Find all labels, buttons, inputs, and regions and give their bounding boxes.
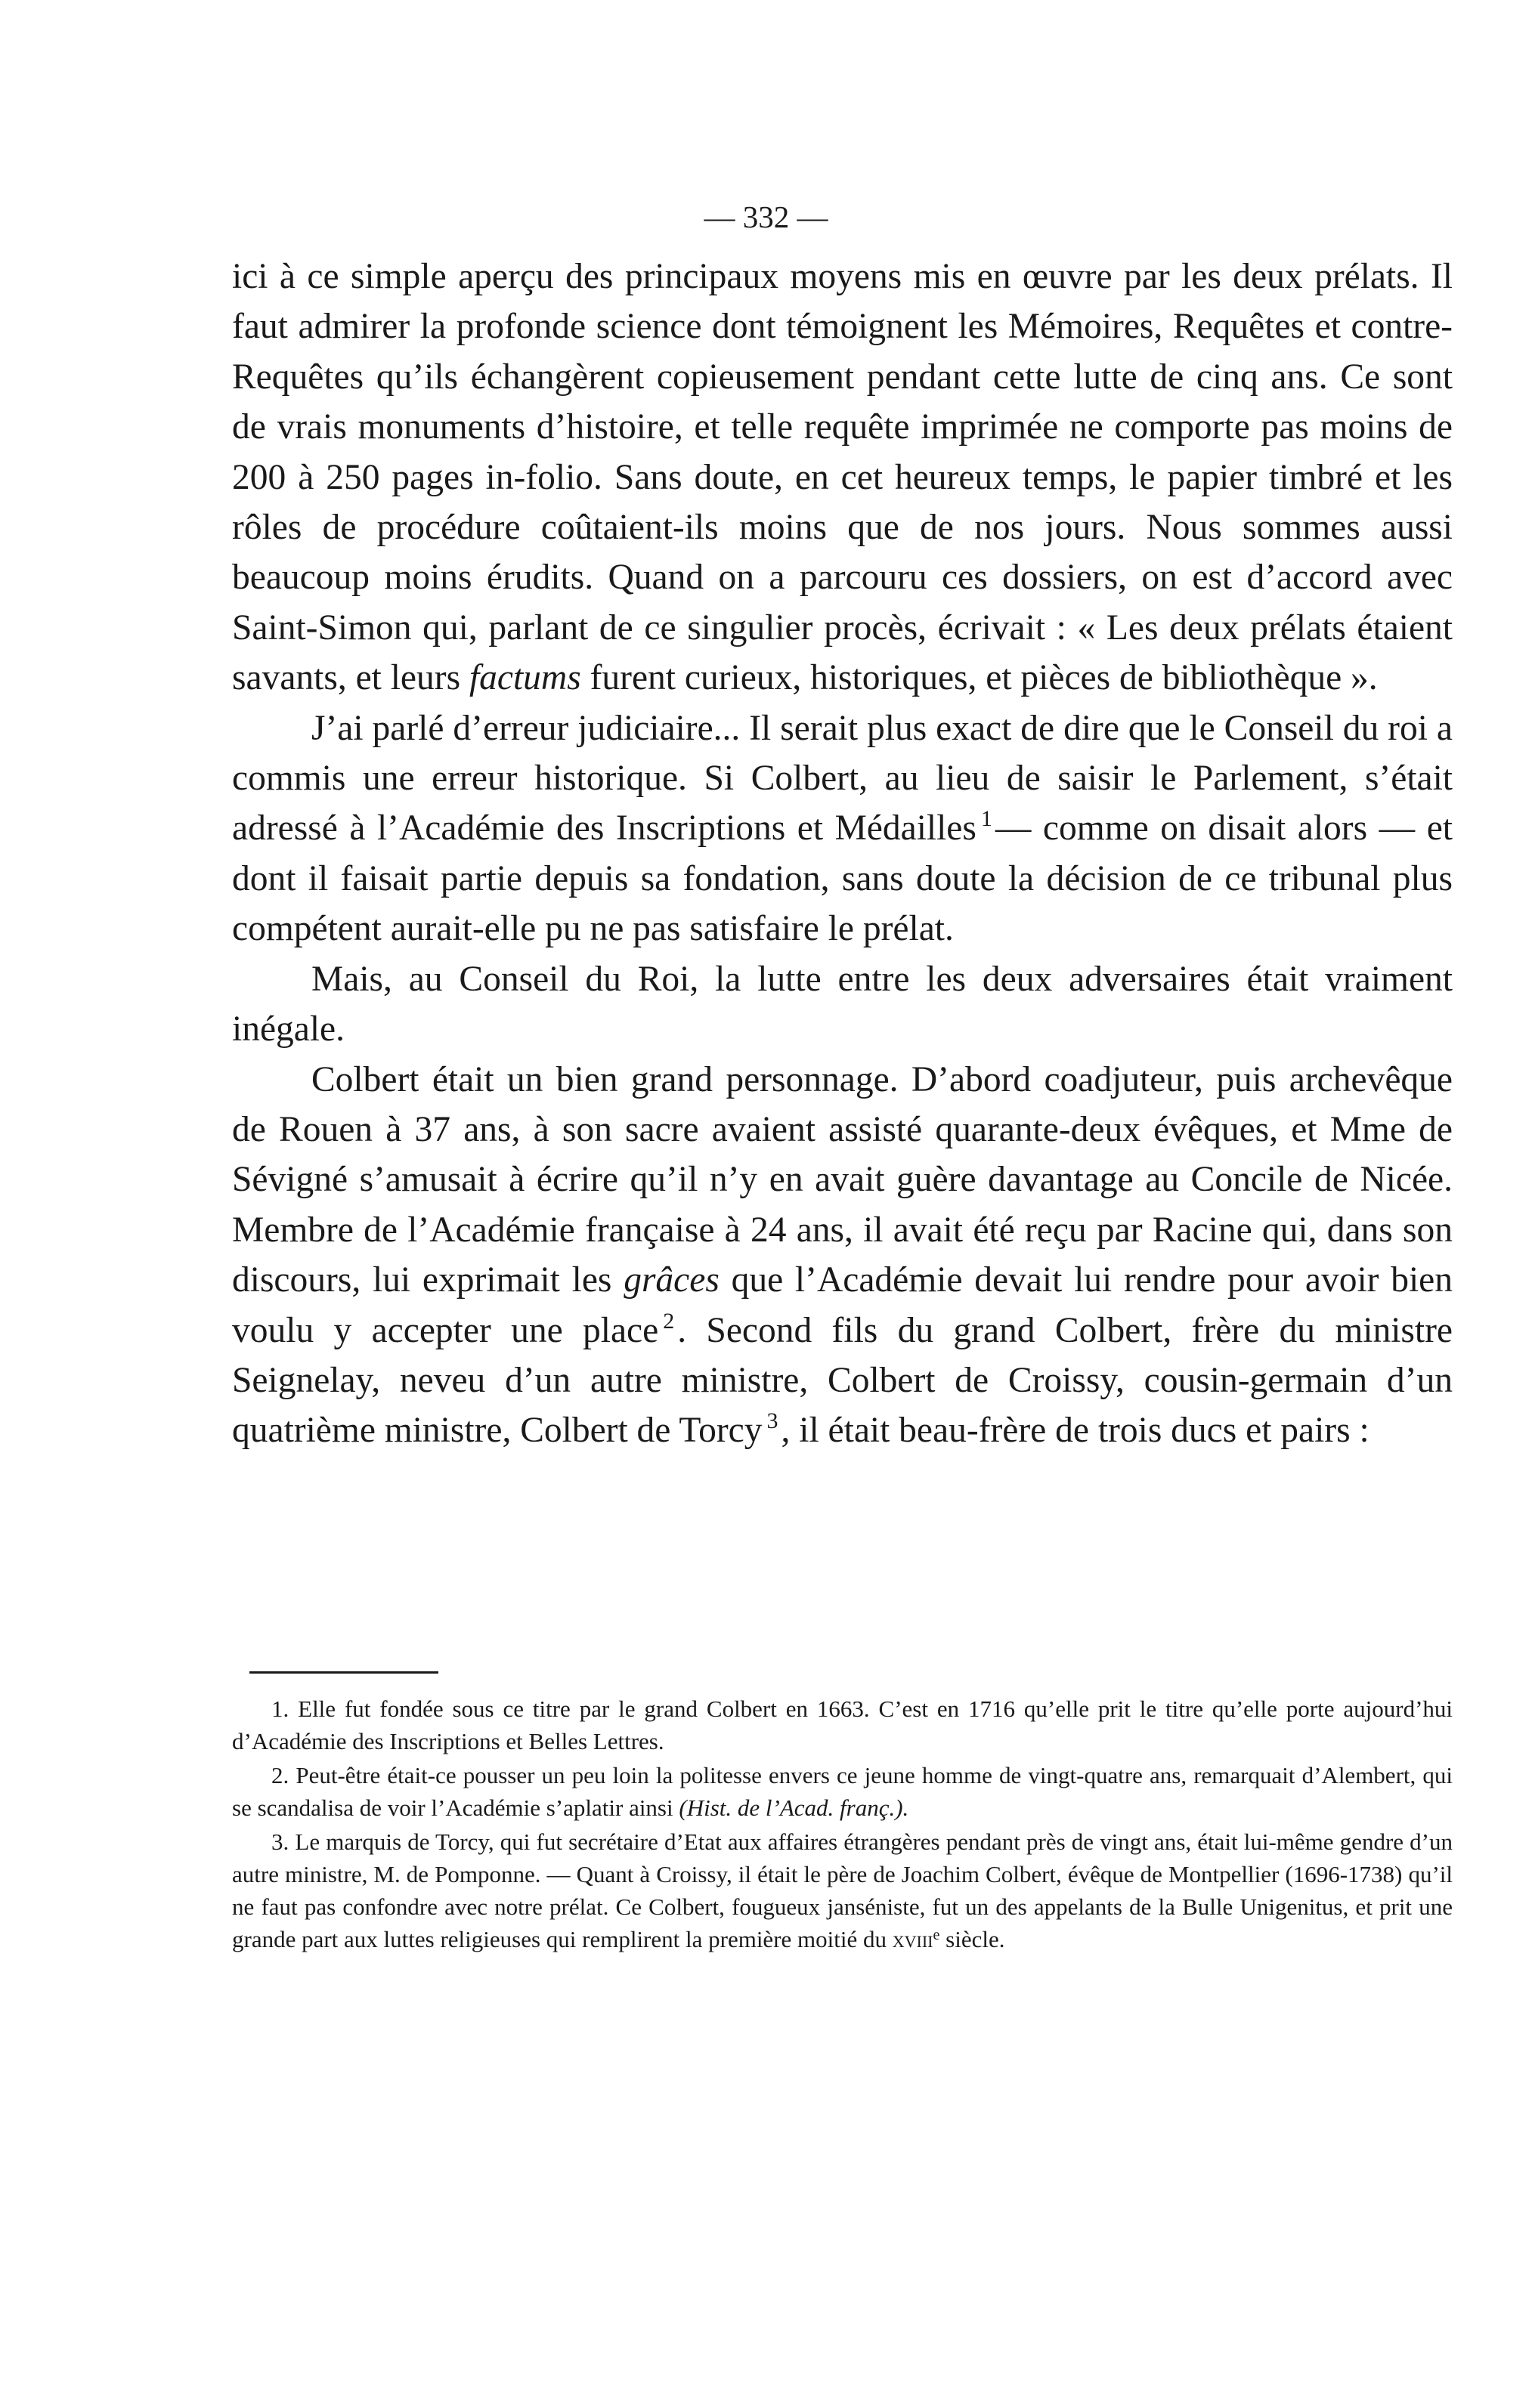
footnote-divider — [249, 1671, 438, 1674]
paragraph-2 — [232, 703, 1453, 954]
paragraph-2-text: J’ai parlé d’erreur judiciaire... Il serait plus exact de dire que le Conseil du roi a commis une erreur historique. Si Colbert, au lieu de saisir le Parlement, s’était adressé à l’Académie des Inscriptions et Médailles — [232, 708, 1453, 849]
footnote-1-text: 1. Elle fut fondée sous ce titre par le grand Colbert en 1663. C’est en 1716 qu’elle prit le titre qu’elle porte aujourd’hui d’Académie des Inscriptions et Belles Lettres. — [232, 1695, 1453, 1754]
paragraph-4-text: Colbert était un bien grand personnage. D’abord coadjuteur, puis archevêque de Rouen à 37 ans, à son sacre avaient assisté quarante-deux évêques, et Mme de Sévigné s’amusait à écrire qu’il n’y en avait guère davantage au Concile de Nicée. Membre de l’Académie française à 24 ans, il avait été reçu par Racine qui, dans son discours, lui exprimait les — [232, 1059, 1453, 1300]
page-number: — 332 — — [704, 199, 828, 234]
footnote-3 — [232, 1825, 1453, 1955]
footnote-ref-2: 2 — [663, 1308, 675, 1334]
footnote-ref-1: 1 — [980, 806, 992, 832]
footnote-3-century: xviii — [892, 1926, 933, 1952]
footnotes — [232, 1692, 1453, 1955]
footnote-2-text: 2. Peut-être était-ce pousser un peu loin la politesse envers ce jeune homme de vingt-quatre ans, remarquait d’Alembert, qui se scandalisa de voir l’Académie s’aplatir ainsi — [232, 1762, 1453, 1821]
footnote-2 — [232, 1759, 1453, 1824]
paragraph-4-end: , il était beau-frère de trois ducs et pairs : — [781, 1411, 1370, 1451]
footnote-3-text: 3. Le marquis de Torcy, qui fut secrétaire d’Etat aux affaires étrangères pendant près de vingt ans, était lui-même gendre d’un autre ministre, M. de Pomponne. — Quant à Croissy, il était le père de Joachim Colbert, évêque de Montpellier (1696-1738) qu’il ne faut pas confondre avec notre prélat. Ce Colbert, fougueux janséniste, fut un des appelants de la Bulle Unigenitus, et prit une grande part aux luttes religieuses qui remplirent la première moitié du — [232, 1828, 1453, 1952]
paragraph-3-text: Mais, au Conseil du Roi, la lutte entre les deux adversaires était vraiment inégale. — [232, 959, 1453, 1049]
paragraph-2-end: — comme on disait alors — et dont il faisait partie depuis sa fondation, sans doute la décision de ce tribunal plus compétent aurait-elle pu ne pas satisfaire le prélat. — [232, 808, 1453, 949]
footnote-1 — [232, 1692, 1453, 1757]
paragraph-4-italic: grâces — [624, 1260, 720, 1300]
paragraph-1 — [232, 252, 1453, 703]
paragraph-3 — [232, 954, 1453, 1055]
footnote-3-sup: e — [933, 1927, 940, 1943]
paragraph-1-end: furent curieux, historiques, et pièces de bibliothèque ». — [580, 658, 1378, 698]
paragraph-4-mid: que l’Académie devait lui rendre pour avoir bien voulu y accepter une place — [232, 1260, 1453, 1350]
paragraph-4 — [232, 1055, 1453, 1456]
main-text-body — [232, 252, 1453, 1456]
footnote-2-italic: (Hist. de l’Acad. franç.). — [679, 1794, 909, 1821]
footnote-ref-3: 3 — [766, 1408, 778, 1434]
paragraph-4-mid2: . Second fils du grand Colbert, frère du ministre Seignelay, neveu d’un autre ministre, Colbert de Croissy, cousin-germain d’un quatrième ministre, Colbert de Torcy — [232, 1310, 1453, 1451]
paragraph-1-italic: factums — [469, 658, 581, 698]
footnote-3-end: siècle. — [939, 1926, 1005, 1952]
paragraph-1-text: ici à ce simple aperçu des principaux moyens mis en œuvre par les deux prélats. Il faut admirer la profonde science dont témoignent les Mémoires, Requêtes et contre-Requêtes qu’ils échangèrent copieusement pendant cette lutte de cinq ans. Ce sont de vrais monuments d’histoire, et telle requête imprimée ne comporte pas moins de 200 à 250 pages in-folio. Sans doute, en cet heureux temps, le papier timbré et les rôles de procédure coûtaient-ils moins que de nos jours. Nous sommes aussi beaucoup moins érudits. Quand on a parcouru ces dossiers, on est d’accord avec Saint-Simon qui, parlant de ce singulier procès, écrivait : « Les deux prélats étaient savants, et leurs — [232, 257, 1453, 698]
